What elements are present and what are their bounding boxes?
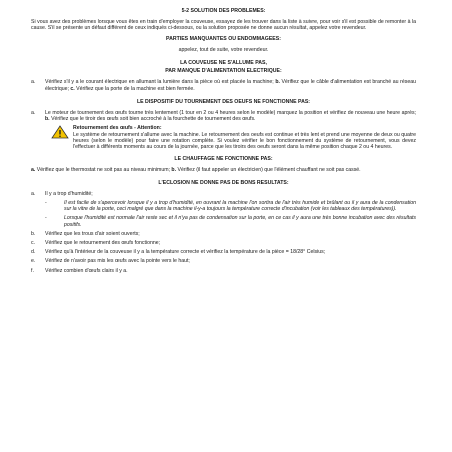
turning-heading: LE DISPOSITIF DU TOURNEMENT DES OEUFS NE FONCTIONNE PAS: bbox=[136, 98, 311, 105]
item-label: f. bbox=[31, 267, 34, 274]
power-text-b: Vérifiez que le câble d'alimentation est branché au réseau électrique; bbox=[45, 79, 416, 92]
hatching-heading: L'ECLOSION NE DONNE PAS DE BONS RESULTATS: bbox=[158, 179, 289, 186]
warning-icon bbox=[51, 125, 73, 150]
dash-label: - bbox=[45, 215, 47, 222]
sub-item-text: Lorsque l'humidité est normale l'air reste sec et il n'ya pas de condensation sur la porte, en ce cas il y aura une très bonne incubation avec des résultats positifs. bbox=[64, 215, 416, 228]
hatching-sub-item bbox=[45, 215, 416, 227]
section-title: 5-2 SOLUTION DES PROBLEMES: bbox=[181, 8, 266, 14]
hatching-item-b bbox=[31, 231, 416, 237]
item-text: Vérifiez que le retournement des œufs fonctionne; bbox=[45, 240, 161, 247]
hatching-item-c bbox=[31, 240, 416, 246]
item-label: a. bbox=[31, 190, 36, 197]
turning-text-a: Le moteur de tournement des œufs tourne très lentement (1 tour en 2 ou 4 heures selon le modèle) marquez la position et vérifiez de nouveau une heure après; bbox=[45, 110, 416, 117]
item-text: Vérifiez qu'à l'intérieur de la couveuse il y a la température correcte et vérifiez la température de la pièce = 18/28° Celsius; bbox=[45, 249, 326, 256]
heating-text-a: Vérifiez que le thermostat ne soit pas au niveau minimum; bbox=[35, 167, 172, 174]
turning-text-b: Vérifiez que le tiroir des œufs soit bien accroché à la fourchette de tournement des œufs. bbox=[49, 116, 256, 123]
hatching-item-f bbox=[31, 268, 416, 274]
power-text-c: Vérifiez que la porte de la machine est bien fermée. bbox=[74, 85, 195, 92]
item-text: Vérifiez combien d'œufs clairs il y a. bbox=[45, 267, 128, 274]
item-text: Vérifiez de n'avoir pas mis les œufs avec la pointe vers le haut; bbox=[45, 258, 190, 265]
hatching-item-a bbox=[31, 191, 416, 197]
item-label: b. bbox=[31, 230, 36, 237]
label-a: a. bbox=[31, 167, 36, 174]
item-label: a. bbox=[31, 79, 36, 86]
heating-heading: LE CHAUFFAGE NE FONCTIONNE PAS: bbox=[174, 156, 273, 163]
intro-paragraph: Si vous avez des problèmes lorsque vous êtes en train d'employer la couveuse, essayez de les trouver dans la liste à suivre, pour voir s'il est possible de remonter à la cause. S'il se présente un défaut différent de ceux indiqués ci-dessous, ou la solution proposée ne donne aucun résultat, appelez votre revendeur. bbox=[31, 19, 416, 32]
item-text: Vérifiez que les trous d'air soient ouverts; bbox=[45, 230, 140, 237]
turning-item-a bbox=[31, 110, 416, 122]
label-b: b. bbox=[45, 116, 50, 123]
item-label: d. bbox=[31, 249, 36, 256]
label-c: c. bbox=[70, 85, 75, 92]
power-heading-line1: LA COUVEUSE NE S'ALLUME PAS, bbox=[180, 60, 267, 67]
item-label: e. bbox=[31, 258, 36, 265]
item-label: a. bbox=[31, 110, 36, 117]
turning-attention-note bbox=[51, 125, 416, 150]
note-title: Retournement des œufs - Attention: bbox=[73, 125, 162, 132]
power-item-a bbox=[31, 79, 416, 91]
power-heading-line2: PAR MANQUE D'ALIMENTATION ELECTRIQUE: bbox=[165, 68, 282, 75]
sub-item-text: Il est facile de s'apercevoir lorsque il y a trop d'humidité, en ouvrant la machine l'on sortira de l'air très humide et brûlant ou il y aura de la condensation sur la vitre de la porte, ceci malgré que dans la machine il-y-a toujours la température correcte d'incubation (voir les tableaux des températures)). bbox=[64, 200, 416, 213]
label-b: b. bbox=[275, 79, 280, 86]
heating-text bbox=[31, 167, 416, 173]
heating-text-b: Vérifiez (il faut appeler un électricien) que l'élément chauffant ne soit pas cassé. bbox=[176, 167, 361, 174]
missing-parts-text: appelez, tout de suite, votre revendeur. bbox=[178, 46, 269, 53]
hatching-sub-item bbox=[45, 200, 416, 212]
hatching-item-e bbox=[31, 258, 416, 264]
missing-parts-heading: PARTIES MANQUANTES OU ENDOMMAGEES: bbox=[166, 35, 281, 42]
item-label: c. bbox=[31, 240, 36, 247]
item-text: Il y a trop d'humidité; bbox=[45, 190, 93, 197]
hatching-item-d bbox=[31, 249, 416, 255]
label-b: b. bbox=[171, 167, 177, 174]
note-text: Le système de retournement s'allume avec la machine. Le retournement des oeufs est continue et très lent et prend une moyenne de deux ou quatre heures (selon le modèle) pour faire une rotation complète. Si voulez vérifier le bon fonctionnement du système de retournement, vous devez l'effectuer à différents moments au cours de la journée, parce que les tiroirs des oeufs seront dans la même position chaque 2 ou 4 heures. bbox=[73, 131, 416, 151]
dash-label: - bbox=[45, 200, 47, 207]
power-text-a: Vérifiez s'il y a le courant électrique en allumant la lumière dans la pièce où est placée la machine; bbox=[45, 79, 276, 86]
